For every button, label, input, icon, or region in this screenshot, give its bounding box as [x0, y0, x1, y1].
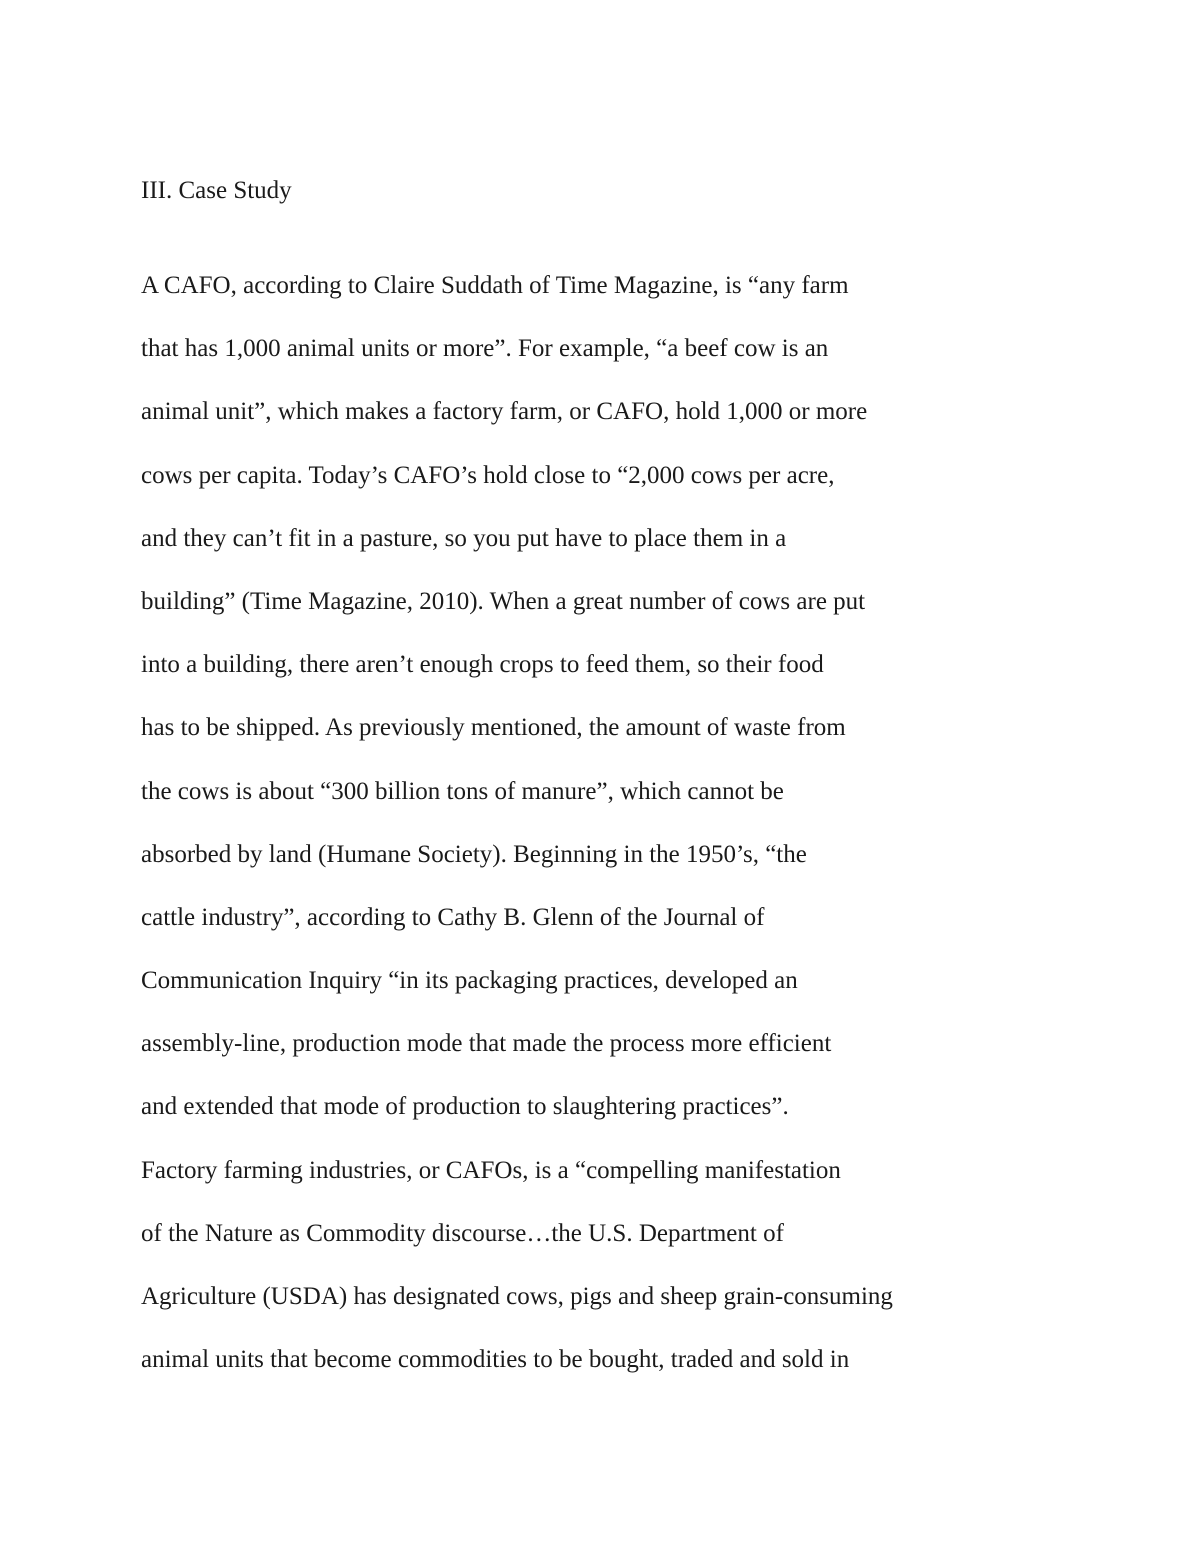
text-line: assembly-line, production mode that made the process more efficient	[141, 1030, 832, 1058]
text-line: of the Nature as Commodity discourse…the U.S. Department of	[141, 1219, 784, 1247]
text-line: cows per capita. Today’s CAFO’s hold close to “2,000 cows per acre,	[141, 461, 835, 489]
text-line: building” (Time Magazine, 2010). When a great number of cows are put	[141, 587, 866, 615]
text-line: that has 1,000 animal units or more”. For example, “a beef cow is an	[141, 335, 829, 363]
section-heading: III. Case Study	[141, 177, 292, 204]
text-line: the cows is about “300 billion tons of manure”, which cannot be	[141, 777, 784, 805]
text-line: cattle industry”, according to Cathy B. Glenn of the Journal of	[141, 903, 765, 931]
text-line: and they can’t fit in a pasture, so you put have to place them in a	[141, 524, 787, 552]
text-line: Agriculture (USDA) has designated cows, pigs and sheep grain-consuming	[141, 1283, 893, 1310]
text-line: has to be shipped. As previously mentioned, the amount of waste from	[141, 714, 846, 742]
text-line: and extended that mode of production to slaughtering practices”.	[141, 1093, 789, 1121]
text-line: Communication Inquiry “in its packaging practices, developed an	[141, 967, 798, 995]
text-line: Factory farming industries, or CAFOs, is a “compelling manifestation	[141, 1156, 841, 1184]
text-line: A CAFO, according to Claire Suddath of Time Magazine, is “any farm	[141, 272, 849, 299]
text-line: into a building, there aren’t enough crops to feed them, so their food	[141, 651, 824, 679]
body-text	[141, 270, 1101, 1407]
text-line: animal units that become commodities to be bought, traded and sold in	[141, 1346, 850, 1374]
text-line: animal unit”, which makes a factory farm, or CAFO, hold 1,000 or more	[141, 398, 868, 426]
text-line: absorbed by land (Humane Society). Beginning in the 1950’s, “the	[141, 840, 807, 868]
